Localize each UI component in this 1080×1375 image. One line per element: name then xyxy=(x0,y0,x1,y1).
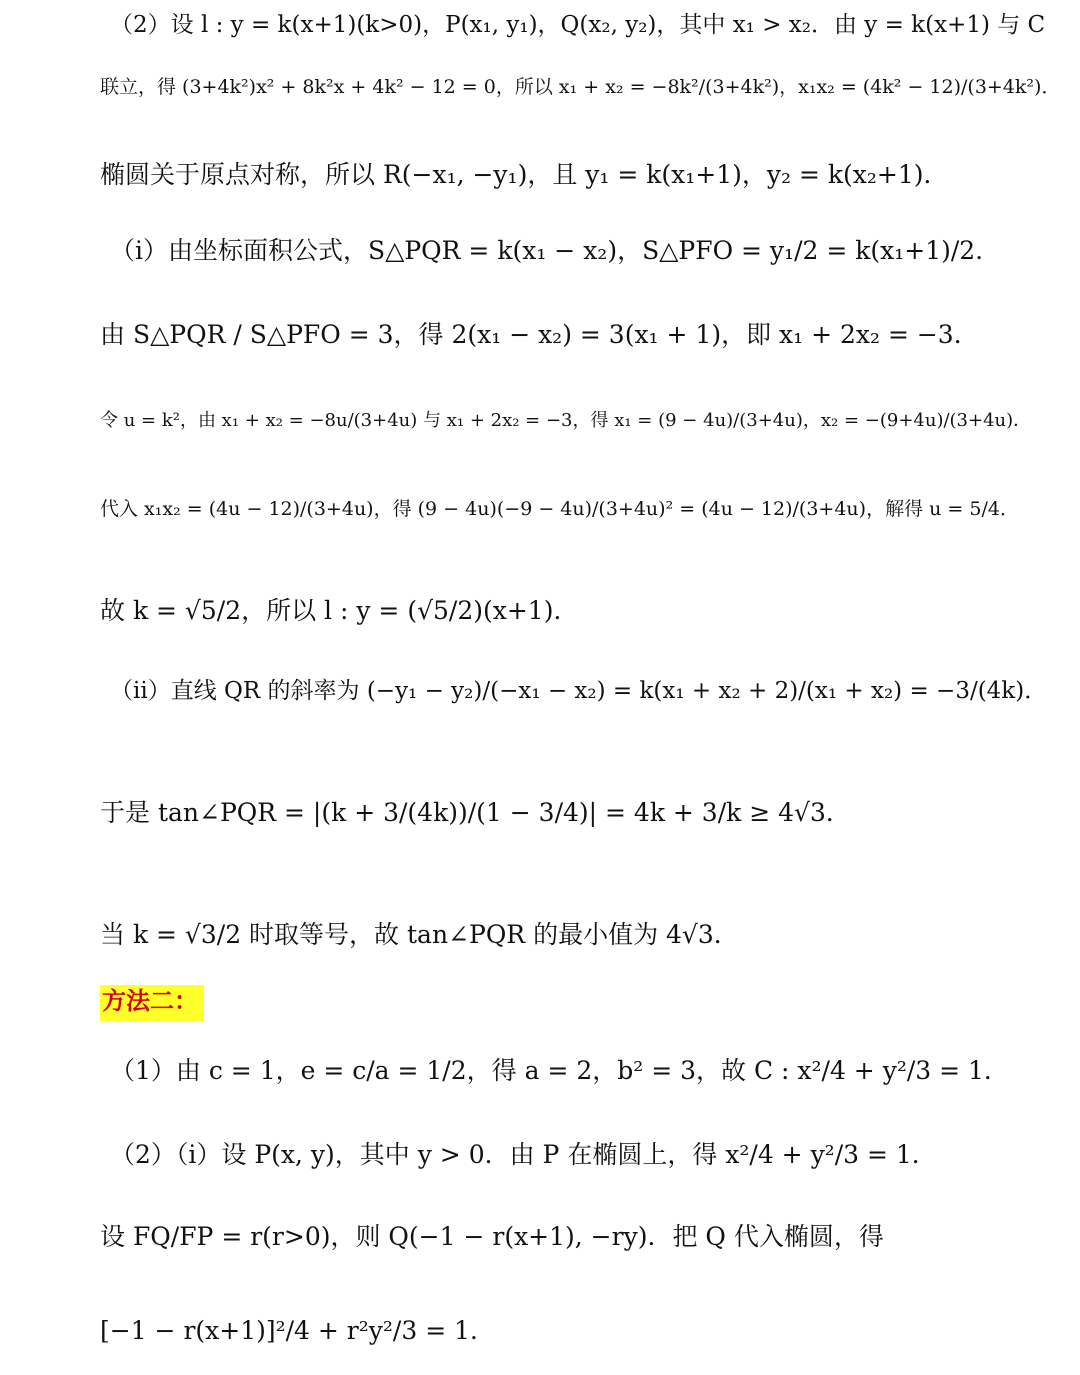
solution-line-13: （1）由 c = 1，e = c/a = 1/2，得 a = 2，b² = 3，故 C : x²/4 + y²/3 = 1． xyxy=(110,1056,1009,1085)
solution-line-2 xyxy=(100,78,1060,97)
solution-line-15: 设 FQ/FP = r(r>0)，则 Q(−1 − r(x+1), −ry)．把 Q 代入椭圆，得 xyxy=(100,1222,884,1251)
solution-line-16: [−1 − r(x+1)]²/4 + r²y²/3 = 1． xyxy=(100,1316,495,1345)
solution-line-8: 故 k = √5/2，所以 l : y = (√5/2)(x+1)． xyxy=(100,596,579,625)
solution-line-5: 由 S△PQR / S△PFO = 3，得 2(x₁ − x₂) = 3(x₁ + 1)，即 x₁ + 2x₂ = −3． xyxy=(100,320,979,349)
solution-line-4: （i）由坐标面积公式，S△PQR = k(x₁ − x₂)，S△PFO = y₁/2 = k(x₁+1)/2． xyxy=(110,236,1001,265)
solution-line-11: 当 k = √3/2 时取等号，故 tan∠PQR 的最小值为 4√3． xyxy=(100,920,739,949)
solution-line-6: 令 u = k²，由 x₁ + x₂ = −8u/(3+4u) 与 x₁ + 2x₂ = −3，得 x₁ = (9 − 4u)/(3+4u)，x₂ = −(9+4u)/(3+4u)． xyxy=(100,410,1032,431)
solution-line-9: （ii）直线 QR 的斜率为 (−y₁ − y₂)/(−x₁ − x₂) = k(x₁ + x₂ + 2)/(x₁ + x₂) = −3/(4k)． xyxy=(110,678,1048,704)
solution-line-3: 椭圆关于原点对称，所以 R(−x₁, −y₁)，且 y₁ = k(x₁+1)，y₂ = k(x₂+1)． xyxy=(100,160,949,189)
solution-line-7: 代入 x₁x₂ = (4u − 12)/(3+4u)，得 (9 − 4u)(−9 − 4u)/(3+4u)² = (4u − 12)/(3+4u)，解得 u = 5/4． xyxy=(100,498,1019,520)
method-two-highlight: 方法二： xyxy=(100,985,204,1021)
solution-line-14: （2）（i）设 P(x, y)，其中 y > 0．由 P 在椭圆上，得 x²/4 + y²/3 = 1． xyxy=(110,1140,937,1169)
method-two-heading-line xyxy=(100,988,204,1013)
solution-line-2-text: 联立，得 (3+4k²)x² + 8k²x + 4k² − 12 = 0，所以 x₁ + x₂ = −8k²/(3+4k²)，x₁x₂ = (4k² − 12)/(3+4k²)． xyxy=(100,76,1061,98)
solution-line-1: （2）设 l : y = k(x+1)(k>0)，P(x₁, y₁)，Q(x₂, y₂)，其中 x₁ > x₂．由 y = k(x+1) 与 C xyxy=(110,12,1046,38)
solution-line-10: 于是 tan∠PQR = |(k + 3/(4k))/(1 − 3/4)| = 4k + 3/k ≥ 4√3． xyxy=(100,798,851,827)
